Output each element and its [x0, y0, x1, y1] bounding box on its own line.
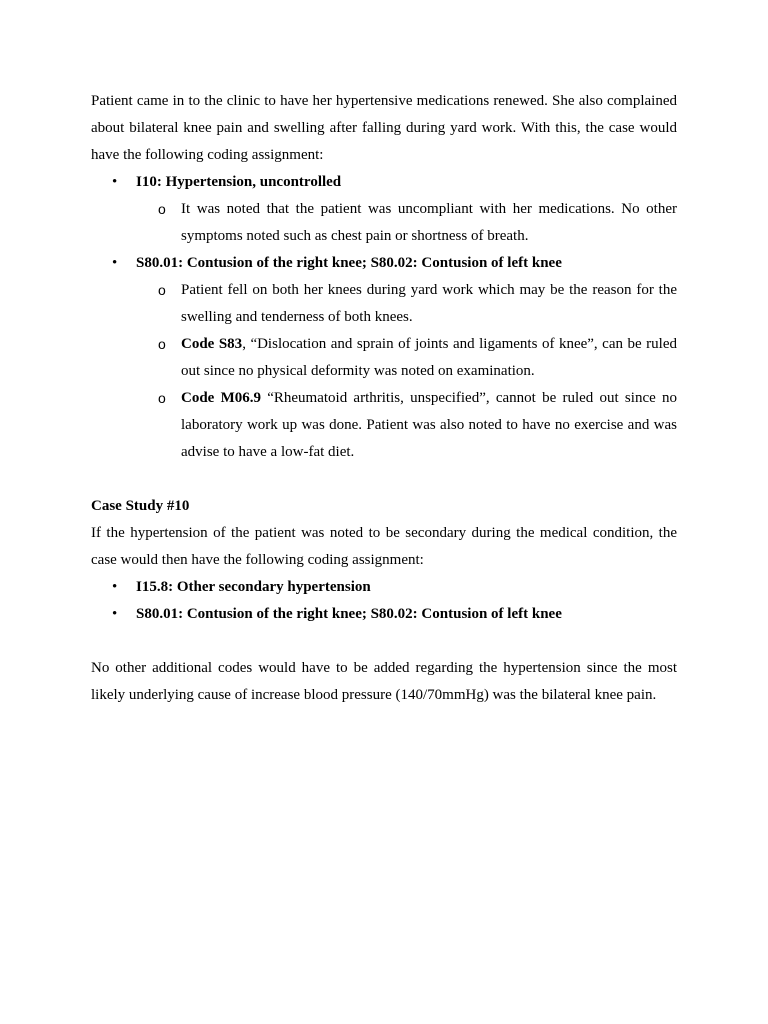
bullet-icon: • [112, 579, 118, 595]
sub-list [136, 277, 677, 466]
case-study-paragraph: If the hypertension of the patient was noted to be secondary during the medical condition, the case would then have the following coding assignment: [91, 525, 677, 568]
sub-item-lead: Code S83 [181, 336, 243, 352]
intro-paragraph: Patient came in to the clinic to have her hypertensive medications renewed. She also complained about bilateral knee pain and swelling after falling during yard work. With this, the case would have the following coding assignment: [91, 93, 677, 163]
sub-item-lead: Code M06.9 [181, 390, 261, 406]
bullet-icon: • [112, 606, 118, 622]
code-label: S80.01: Contusion of the right knee; S80.02: Contusion of left knee [136, 606, 562, 622]
coding-list-secondary [91, 574, 677, 628]
case-study-heading: Case Study #10 [91, 498, 190, 514]
list-item-secondary-hypertension [91, 574, 677, 601]
bullet-icon: • [112, 255, 118, 271]
sub-list-item [136, 196, 677, 250]
bullet-icon: • [112, 174, 118, 190]
sub-item-text: It was noted that the patient was uncompliant with her medications. No other symptoms noted such as chest pain or shortness of breath. [181, 201, 677, 244]
sub-list-item [136, 331, 677, 385]
list-item-contusion [91, 601, 677, 628]
code-label: I10: Hypertension, uncontrolled [136, 174, 342, 190]
sub-bullet-icon: o [158, 201, 166, 217]
code-label: S80.01: Contusion of the right knee; S80.02: Contusion of left knee [136, 255, 562, 271]
sub-item-text: “Rheumatoid arthritis, unspecified”, cannot be ruled out since no laboratory work up was done. Patient was also noted to have no exercise and was advise to have a low-fat diet. [181, 390, 677, 460]
list-item-contusion [91, 250, 677, 466]
sub-list [136, 196, 677, 250]
conclusion-paragraph: No other additional codes would have to be added regarding the hypertension since the most likely underlying cause of increase blood pressure (140/70mmHg) was the bilateral knee pain. [91, 660, 677, 703]
sub-bullet-icon: o [158, 336, 166, 352]
document-page [91, 88, 677, 709]
sub-bullet-icon: o [158, 390, 166, 406]
coding-list-primary [91, 169, 677, 466]
sub-bullet-icon: o [158, 282, 166, 298]
code-label: I15.8: Other secondary hypertension [136, 579, 371, 595]
sub-item-text: Patient fell on both her knees during yard work which may be the reason for the swelling and tenderness of both knees. [181, 282, 677, 325]
spacer [91, 628, 677, 655]
list-item-hypertension [91, 169, 677, 250]
sub-list-item [136, 385, 677, 466]
spacer [91, 466, 677, 493]
sub-list-item [136, 277, 677, 331]
sub-item-text: , “Dislocation and sprain of joints and ligaments of knee”, can be ruled out since no physical deformity was noted on examination. [181, 336, 677, 379]
